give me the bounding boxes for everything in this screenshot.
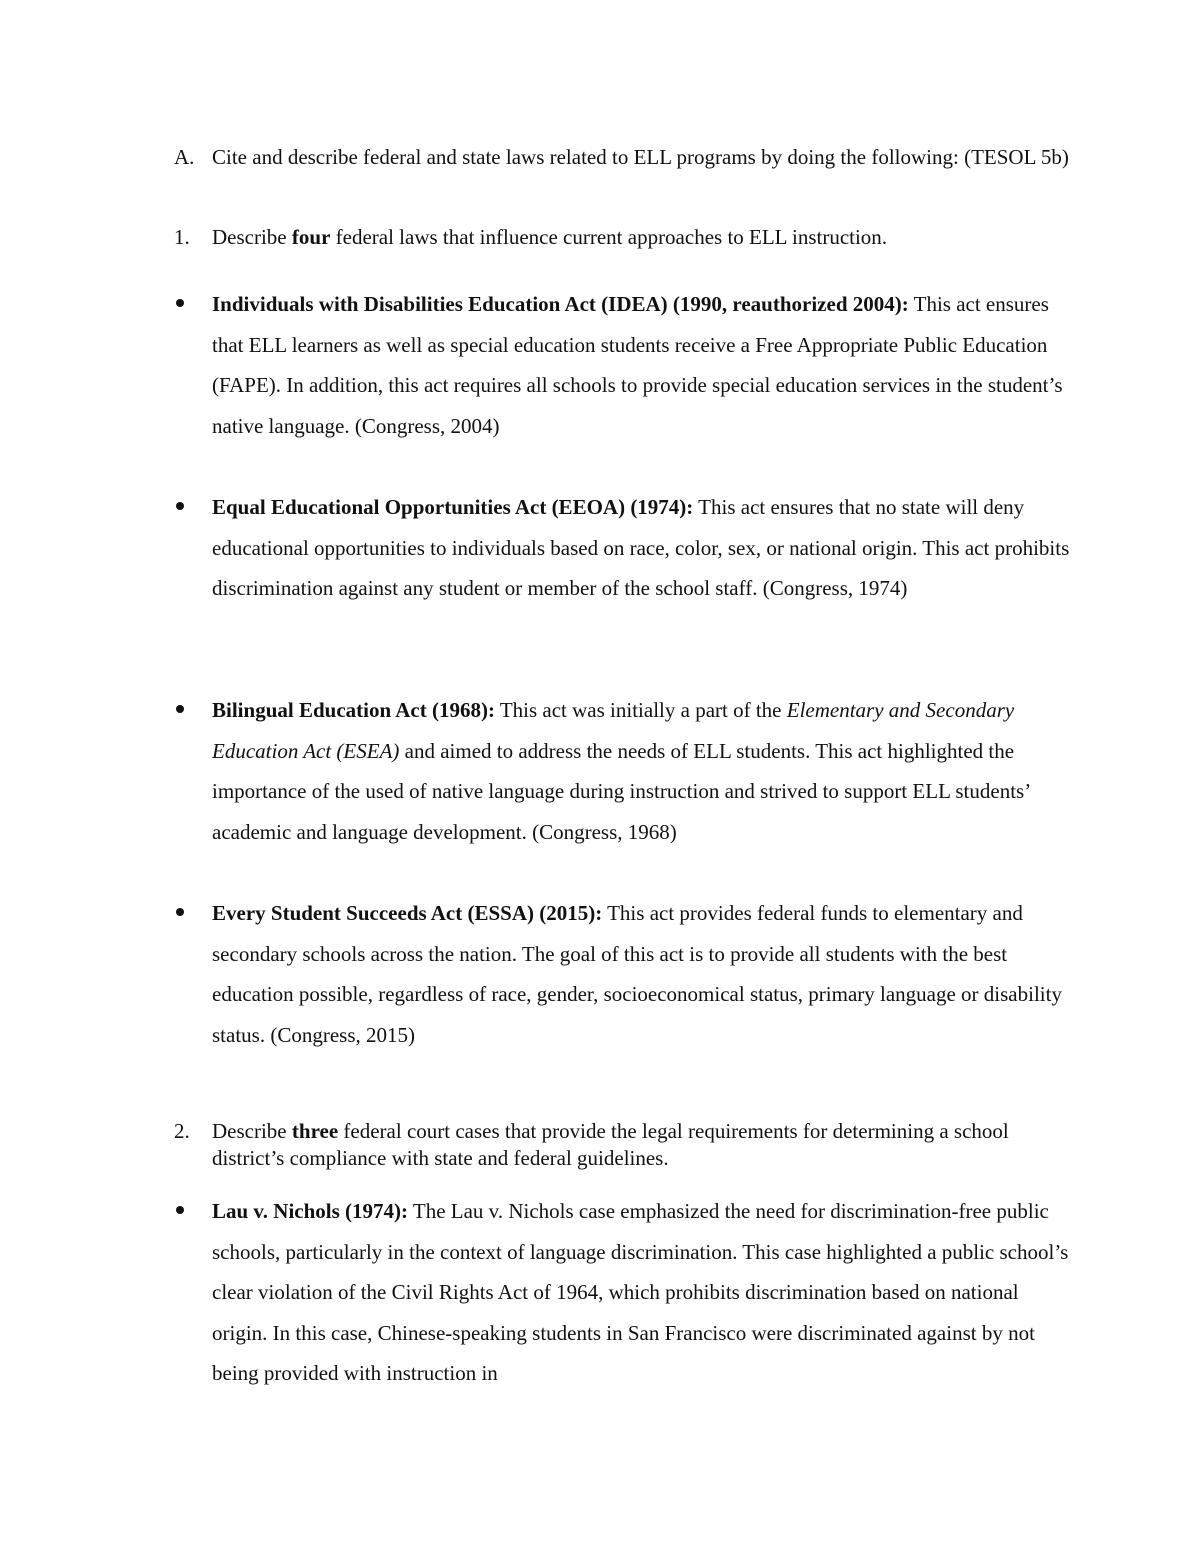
- item-2: [174, 1118, 1074, 1172]
- law-text: [212, 893, 1074, 1055]
- law-body: This act provides federal funds to elementary and secondary schools across the nation. The goal of this act is to provide all students with the best education possible, regardless of race, gender, socioeconomical status, primary language or disability status. (Congress, 2015): [212, 901, 1062, 1047]
- case-body: The Lau v. Nichols case emphasized the need for discrimination-free public schools, particularly in the context of language discrimination. This case highlighted a public school’s clear violation of the Civil Rights Act of 1964, which prohibits discrimination based on national origin. In this case, Chinese-speaking students in San Francisco were discriminated against by not being provided with instruction in: [212, 1199, 1069, 1386]
- law-body: and aimed to address the needs of ELL students. This act highlighted the importance of the used of native language during instruction and strived to support ELL students’ academic and language development. (Congress, 1968): [212, 738, 1030, 844]
- law-item-eeoa: [174, 487, 1074, 609]
- item-1: [174, 224, 1074, 251]
- item-2-post: federal court cases that provide the legal requirements for determining a school district’s compliance with state and federal guidelines.: [212, 1119, 1009, 1170]
- law-text: [212, 284, 1074, 446]
- item-2-bold: three: [291, 1119, 339, 1143]
- law-item-idea: [174, 284, 1074, 446]
- item-1-post: federal laws that influence current approaches to ELL instruction.: [330, 225, 888, 249]
- case-item-lau: [174, 1191, 1074, 1394]
- section-a: [174, 144, 1074, 171]
- section-a-marker: A.: [174, 145, 195, 169]
- item-2-marker: 2.: [174, 1119, 190, 1143]
- law-text: [212, 487, 1074, 609]
- item-1-bold: four: [291, 225, 331, 249]
- bullet-icon: [176, 299, 184, 307]
- law-title: Equal Educational Opportunities Act (EEOA) (1974):: [212, 495, 694, 519]
- law-body: This act ensures that no state will deny educational opportunities to individuals based on race, color, sex, or national origin. This act prohibits discrimination against any student or member of the school staff. (Congress, 1974): [212, 495, 1070, 601]
- law-pre-italic: This act was initially a part of the: [494, 698, 787, 722]
- law-title: Bilingual Education Act (1968):: [212, 698, 495, 722]
- section-a-text: Cite and describe federal and state laws related to ELL programs by doing the following: (TESOL 5b): [212, 145, 1069, 169]
- case-text: [212, 1191, 1074, 1394]
- item-1-text: [212, 224, 1074, 251]
- law-item-bilingual: [174, 690, 1074, 852]
- law-text: [212, 690, 1074, 852]
- bullet-icon: [176, 502, 184, 510]
- law-body: This act ensures that ELL learners as well as special education students receive a Free Appropriate Public Education (FAPE). In addition, this act requires all schools to provide special education services in the student’s native language. (Congress, 2004): [212, 292, 1063, 438]
- law-title: Every Student Succeeds Act (ESSA) (2015):: [212, 901, 603, 925]
- bullet-icon: [176, 705, 184, 713]
- case-title: Lau v. Nichols (1974):: [212, 1199, 409, 1223]
- bullet-icon: [176, 908, 184, 916]
- bullet-icon: [176, 1206, 184, 1214]
- law-item-essa: [174, 893, 1074, 1055]
- item-1-pre: Describe: [212, 225, 292, 249]
- item-1-marker: 1.: [174, 225, 190, 249]
- law-title: Individuals with Disabilities Education Act (IDEA) (1990, reauthorized 2004):: [212, 292, 909, 316]
- law-italic: Elementary and Secondary Education Act (ESEA): [212, 698, 1015, 763]
- item-2-pre: Describe: [212, 1119, 292, 1143]
- item-2-text: [212, 1118, 1074, 1172]
